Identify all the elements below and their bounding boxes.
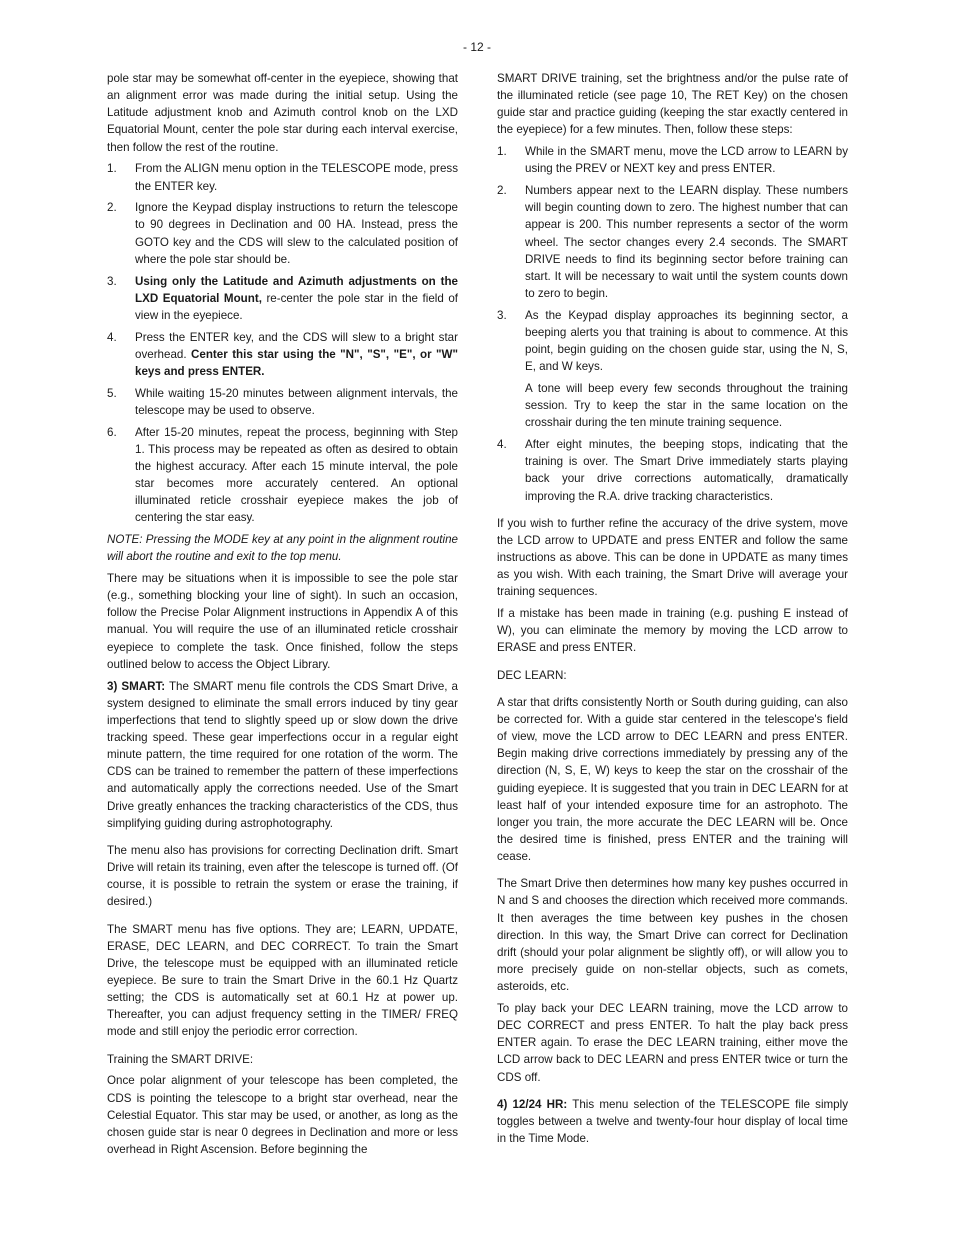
note-mode-key: NOTE: Pressing the MODE key at any point in the alignment routine will abort the routine and exit to the top menu. [107,533,458,564]
paragraph-dec-learn: A star that drifts consistently North or South during guiding, can also be corrected for. With a guide star centered in the telescope's field of view, move the LCD arrow to DEC LEARN and press ENTER. Begin making drive corrections immediately by pressing any of the direction (N, S, E, W) keys to keep the star on the crosshair of the guiding eyepiece. It is suggested that you train in DEC LEARN for at least half of your intended exposure time for an astrophoto. The longer you train, the more accurate the DEC LEARN will be. Once the desired time is finished, press ENTER and the training will cease. [497,695,848,864]
paragraph-menu-provisions: The menu also has provisions for correcting Declination drift. Smart Drive will retain its training, even after the telescope is turned off. (Of course, it is possible to retrain the system or erase the training, if desired.) [107,843,458,909]
list-item-step-3: 3. As the Keypad display approaches its beginning sector, a beeping alerts you that training is about to commence. At this point, begin guiding on the chosen guide star, using the N, S, E, and W keys. [497,308,848,374]
step-3-bold: Using only the Latitude and Azimuth adjustments on the LXD Equatorial Mount, [135,274,458,305]
paragraph-situations: There may be situations when it is impossible to see the pole star (e.g., something blocking your line of sight). In such an occasion, follow the Precise Polar Alignment instructions in Appendix A of this manual. You will require the use of an illuminated reticle crosshair eyepiece to complete the task. Once finished, follow the steps outlined below to access the Object Library. [107,571,458,671]
paragraph-pole-star: pole star may be somewhat off-center in the eyepiece, showing that an alignment error was made during the initial setup. Using the Latitude adjustment knob and Azimuth control knob on the LXD Equatorial Mount, center the pole star during each interval exercise, then follow the rest of the routine. [107,72,458,154]
paragraph-smart: 3) SMART: The SMART menu file controls the CDS Smart Drive, a system designed to eliminate the small errors induced by tiny gear imperfections that tend to slightly speed up or slow down the drive tracking speed. These gear imperfections occur in a regular eight minute pattern, the time required for one rotation of the worm. The CDS can be trained to remember the pattern of these imperfections and automatically apply the corrections needed. Use of the Smart Drive greatly enhances the tracking characteristics of the CDS, thus simplifying guiding during astrophotography. [107,679,459,830]
paragraph-smart-drive-training: SMART DRIVE training, set the brightness and/or the pulse rate of the illuminated reticle (see page 10, The RET Key) on the chosen guide star and practice guiding (keeping the star exactly centered in the eyepiece) for a few minutes. Then, follow these steps: [497,72,848,137]
step-3-continuation: A tone will beep every few seconds throughout the training session. Try to keep the star in the same location on the crosshair during the ten minute training sequence. [525,382,848,430]
hr-heading: 4) 12/24 HR: [497,1097,568,1111]
list-item-step-2: 2. Ignore the Keypad display instructions to return the telescope to 90 degrees in Declination and 00 HA. Instead, press the GOTO key and the CDS will slew to the calculated position of where the pole star should be. [107,201,458,266]
page-number: - 12 - [462,40,491,54]
list-item-step-3: 3. Using only the Latitude and Azimuth adjustments on the LXD Equatorial Mount, re-center the pole star in the field of view in the eyepiece. [107,274,458,322]
paragraph-refine: If you wish to further refine the accuracy of the drive system, move the LCD arrow to UPDATE and press ENTER and follow the same instructions as above. This can be done in UPDATE as many times as you wish. With each training, the Smart Drive will average your training sequences. [497,516,848,599]
paragraph-determines: The Smart Drive then determines how many key pushes occurred in N and S and chooses the direction which received more commands. It then averages the time between key pushes in the chosen direction. In this way, the Smart Drive can correct for Declination drift (should your polar alignment be slightly off), or will allow you to more precisely guide on non-stellar objects, such as comets, asteroids, etc. [497,877,848,994]
step-4-bold: Center this star using the "N", "S", "E", or "W" keys and press ENTER. [135,347,458,378]
list-item-step-2: 2. Numbers appear next to the LEARN display. These numbers will begin counting down to zero. The highest number that can appear is 200. This number represents a sector of the worm wheel. The sector changes every 2.4 seconds. The SMART DRIVE needs to find its beginning sector before training can start. It will be necessary to wait until the system counts down to zero to begin. [497,184,848,301]
paragraph-playback: To play back your DEC LEARN training, move the LCD arrow to DEC CORRECT and press ENTER. To halt the play back press ENTER again. To erase the DEC LEARN training, either move the LCD arrow back to DEC LEARN and press ENTER twice or turn the CDS off. [497,1001,848,1084]
list-item-step-4: 4. Press the ENTER key, and the CDS will slew to a bright star overhead. Center this star using the "N", "S", "E", or "W" keys and press ENTER. [107,330,458,378]
heading-training-smart-drive: Training the SMART DRIVE: [107,1052,254,1066]
paragraph-training: Once polar alignment of your telescope has been completed, the CDS is pointing the telescope to a bright star overhead, near the Celestial Equator. This star may be used, or another, as long as the chosen guide star is near 0 degrees in Declination and more or less overhead in Right Ascension. Before beginning the [107,1074,458,1156]
list-item-step-4: 4. After eight minutes, the beeping stops, indicating that the training is over. The Smart Drive immediately starts playing back your drive corrections automatically, dramatically improving the R.A. drive tracking characteristics. [497,438,848,503]
heading-dec-learn: DEC LEARN: [497,668,567,682]
left-column [107,70,458,1163]
list-item-step-1: 1. From the ALIGN menu option in the TELESCOPE mode, press the ENTER key. [107,162,458,193]
paragraph-12-24-hr: 4) 12/24 HR: This menu selection of the TELESCOPE file simply toggles between a twelve and twenty-four hour display of local time in the Time Mode. [497,1097,849,1146]
paragraph-five-options: The SMART menu has five options. They are; LEARN, UPDATE, ERASE, DEC LEARN, and DEC CORRECT. To train the Smart Drive, the telescope must be equipped with an illuminated reticle eyepiece. Be sure to train the Smart Drive in the 60.1 Hz Quartz setting; the CDS is automatically set at 60.1 Hz at power up. Thereafter, you can adjust frequency setting in the TIMER/ FREQ mode and still enjoy the periodic error correction. [107,922,458,1039]
right-column [497,70,848,1152]
list-item-step-6: 6. After 15-20 minutes, repeat the process, beginning with Step 1. This process may be repeated as often as desired to obtain the highest accuracy. After each 15 minute interval, the pole star becomes more accurately centered. An optional illuminated reticle crosshair eyepiece makes the job of centering the star easy. [107,425,458,525]
paragraph-mistake: If a mistake has been made in training (e.g. pushing E instead of W), you can eliminate the memory by moving the LCD arrow to ERASE and press ENTER. [497,607,848,655]
list-item-step-5: 5. While waiting 15-20 minutes between alignment intervals, the telescope may be used to observe. [107,386,458,417]
smart-heading: 3) SMART: [107,679,166,693]
list-item-step-1: 1. While in the SMART menu, move the LCD arrow to LEARN by using the PREV or NEXT key and press ENTER. [497,145,848,176]
